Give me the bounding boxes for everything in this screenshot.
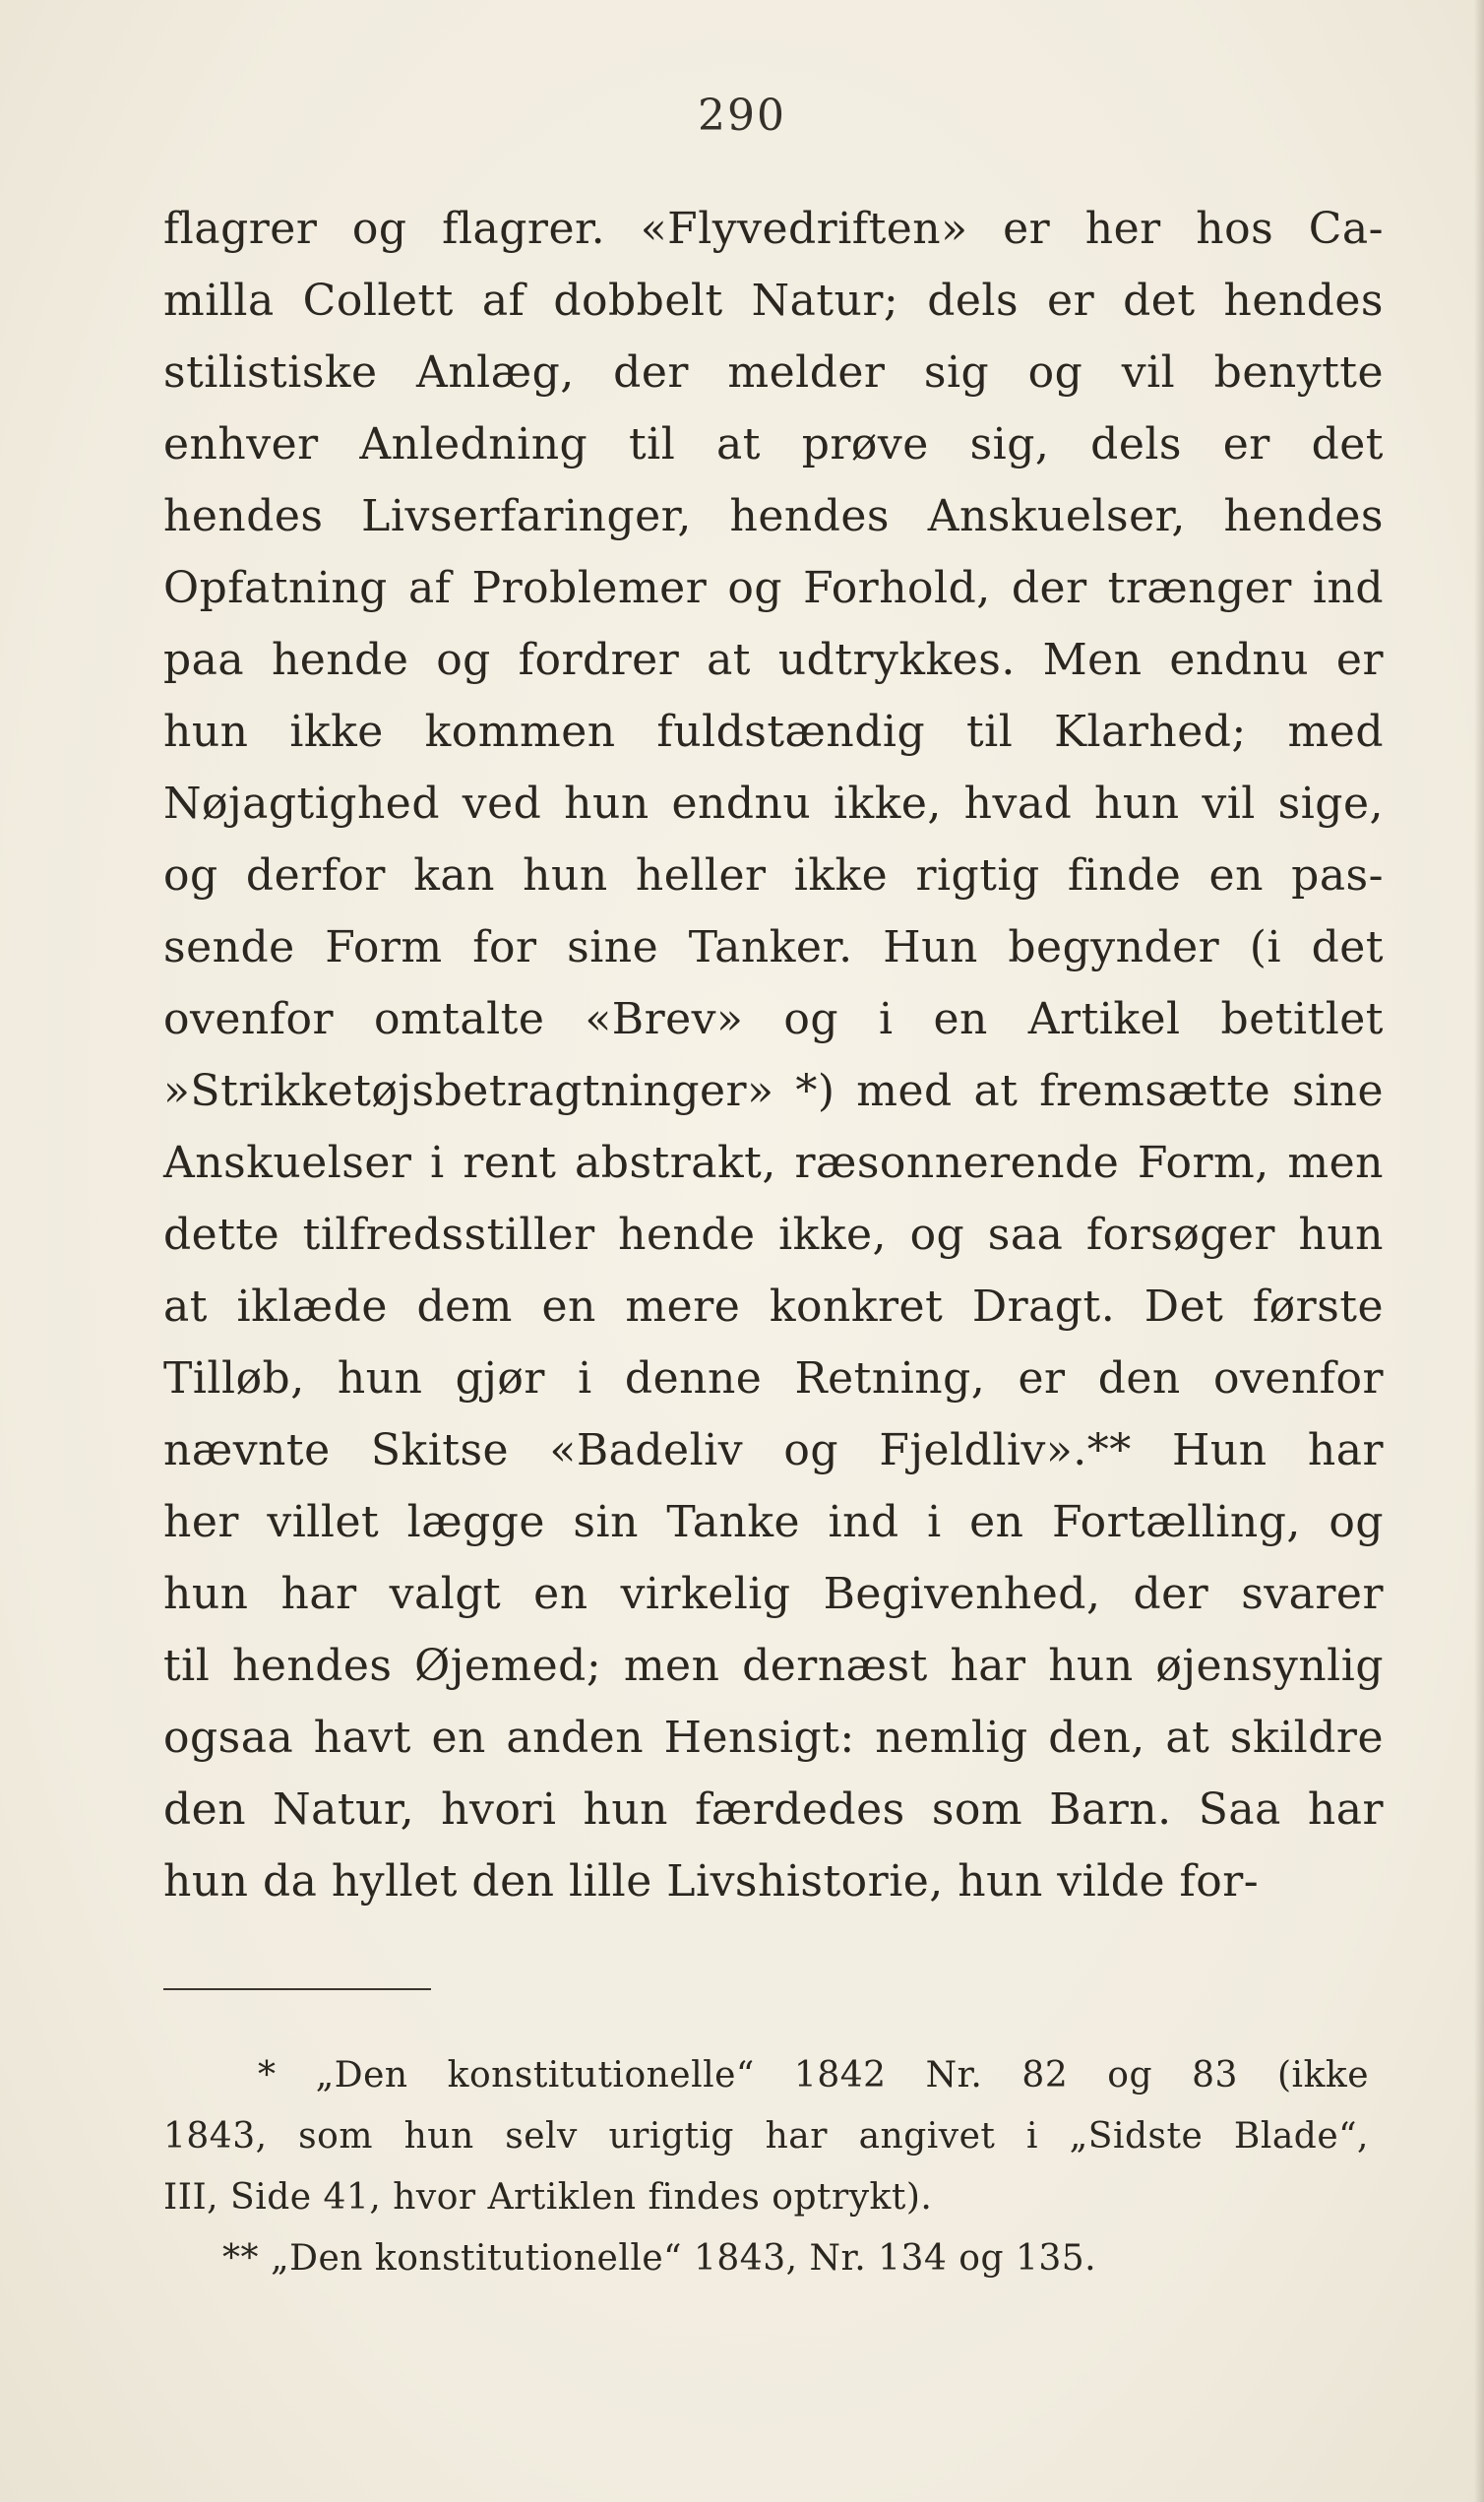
footnote-line: ** „Den konstitutionelle“ 1843, Nr. 134 og 135. xyxy=(222,2238,1097,2279)
text-line: Anskuelser i rent abstrakt, ræsonnerende Form, men xyxy=(163,1138,1384,1188)
text-line: hun har valgt en virkelig Begivenhed, der svarer xyxy=(163,1569,1384,1619)
text-line: hun da hyllet den lille Livshistorie, hun vilde for- xyxy=(163,1856,1260,1907)
text-line: enhver Anledning til at prøve sig, dels er det xyxy=(163,419,1384,469)
text-line: til hendes Øjemed; men dernæst har hun øjensynlig xyxy=(163,1641,1384,1691)
text-line: Nøjagtighed ved hun endnu ikke, hvad hun vil sige, xyxy=(163,779,1384,829)
footnote-divider xyxy=(163,1988,431,1990)
text-line: paa hende og fordrer at udtrykkes. Men endnu er xyxy=(163,635,1384,685)
text-line: her villet lægge sin Tanke ind i en Fortælling, og xyxy=(163,1497,1384,1547)
text-line: milla Collett af dobbelt Natur; dels er det hendes xyxy=(163,276,1384,326)
text-line: hun ikke kommen fuldstændig til Klarhed; med xyxy=(163,707,1384,757)
text-line: nævnte Skitse «Badeliv og Fjeldliv».** Hun har xyxy=(163,1425,1384,1475)
text-line: hendes Livserfaringer, hendes Anskuelser, hendes xyxy=(163,491,1384,541)
text-line: og derfor kan hun heller ikke rigtig finde en pas- xyxy=(163,850,1384,901)
body-text xyxy=(163,193,1384,1917)
footnote-line: * „Den konstitutionelle“ 1842 Nr. 82 og 83 (ikke xyxy=(258,2055,1369,2095)
text-line: sende Form for sine Tanker. Hun begynder (i det xyxy=(163,922,1384,972)
text-line: den Natur, hvori hun færdedes som Barn. Saa har xyxy=(163,1784,1384,1835)
footnote-line: III, Side 41, hvor Artiklen findes optrykt). xyxy=(163,2177,933,2218)
text-line: dette tilfredsstiller hende ikke, og saa forsøger hun xyxy=(163,1210,1384,1260)
page-edge-shadow xyxy=(1474,0,1484,2502)
text-line: at iklæde dem en mere konkret Dragt. Det første xyxy=(163,1282,1384,1332)
text-line: ovenfor omtalte «Brev» og i en Artikel betitlet xyxy=(163,994,1384,1044)
text-line: »Strikketøjsbetragtninger» *) med at fremsætte sine xyxy=(163,1066,1384,1116)
text-line: stilistiske Anlæg, der melder sig og vil benytte xyxy=(163,347,1384,398)
text-line: Opfatning af Problemer og Forhold, der trænger ind xyxy=(163,563,1384,613)
text-line: flagrer og flagrer. «Flyvedriften» er her hos Ca- xyxy=(163,204,1384,254)
text-line: Tilløb, hun gjør i denne Retning, er den ovenfor xyxy=(163,1353,1384,1404)
text-line: ogsaa havt en anden Hensigt: nemlig den, at skildre xyxy=(163,1713,1384,1763)
page-number: 290 xyxy=(698,91,786,141)
footnote-line: 1843, som hun selv urigtig har angivet i „Sidste Blade“, xyxy=(163,2116,1369,2157)
footnotes xyxy=(163,2045,1369,2289)
